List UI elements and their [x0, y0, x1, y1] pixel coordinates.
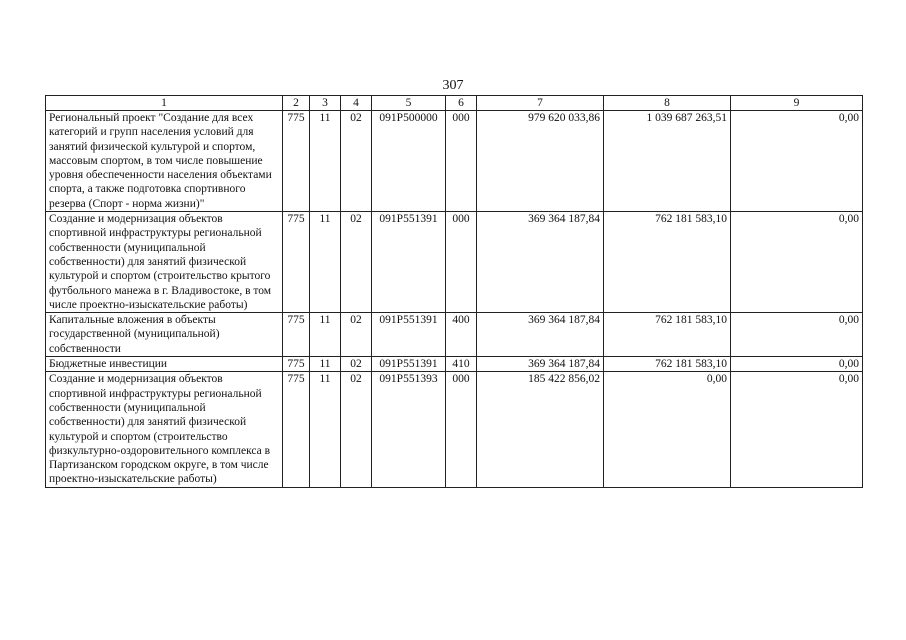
expense-type-code: 000 [446, 111, 477, 212]
target-article-code: 091P551391 [372, 313, 446, 357]
section-code: 11 [310, 372, 341, 487]
amount-col-7: 979 620 033,86 [477, 111, 604, 212]
amount-col-9: 0,00 [731, 212, 863, 313]
column-header: 7 [477, 96, 604, 111]
target-article-code: 091P551391 [372, 357, 446, 372]
table-body [46, 111, 863, 488]
amount-col-8: 762 181 583,10 [604, 357, 731, 372]
row-name: Создание и модернизация объектов спортивной инфраструктуры региональной собственности (муниципальной собственности) для занятий физической культурой и спортом (строительство физкультурно-оздоровительного комплекса в Партизанском городском округе, в том числе проектно-изыскательские работы) [46, 372, 283, 487]
ministry-code: 775 [283, 212, 310, 313]
ministry-code: 775 [283, 111, 310, 212]
column-header: 1 [46, 96, 283, 111]
amount-col-9: 0,00 [731, 357, 863, 372]
page-number: 307 [442, 78, 464, 93]
row-name: Капитальные вложения в объекты государственной (муниципальной) собственности [46, 313, 283, 357]
ministry-code: 775 [283, 313, 310, 357]
subsection-code: 02 [341, 372, 372, 487]
amount-col-9: 0,00 [731, 111, 863, 212]
amount-col-7: 369 364 187,84 [477, 212, 604, 313]
column-header: 8 [604, 96, 731, 111]
table-row [46, 212, 863, 313]
row-name: Бюджетные инвестиции [46, 357, 283, 372]
table-row [46, 357, 863, 372]
amount-col-7: 369 364 187,84 [477, 313, 604, 357]
column-header: 3 [310, 96, 341, 111]
target-article-code: 091P551391 [372, 212, 446, 313]
amount-col-9: 0,00 [731, 313, 863, 357]
subsection-code: 02 [341, 111, 372, 212]
subsection-code: 02 [341, 313, 372, 357]
amount-col-8: 0,00 [604, 372, 731, 487]
column-header: 5 [372, 96, 446, 111]
column-header: 9 [731, 96, 863, 111]
row-name: Региональный проект "Создание для всех категорий и групп населения условий для занятий физической культурой и спортом, массовым спортом, в том числе повышение уровня обеспеченности населения объектами спорта, а также подготовка спортивного резерва (Спорт - норма жизни)" [46, 111, 283, 212]
ministry-code: 775 [283, 357, 310, 372]
amount-col-7: 369 364 187,84 [477, 357, 604, 372]
amount-col-7: 185 422 856,02 [477, 372, 604, 487]
expense-type-code: 400 [446, 313, 477, 357]
amount-col-8: 762 181 583,10 [604, 313, 731, 357]
amount-col-9: 0,00 [731, 372, 863, 487]
table-row [46, 313, 863, 357]
section-code: 11 [310, 313, 341, 357]
amount-col-8: 762 181 583,10 [604, 212, 731, 313]
column-header: 6 [446, 96, 477, 111]
target-article-code: 091P500000 [372, 111, 446, 212]
section-code: 11 [310, 357, 341, 372]
section-code: 11 [310, 212, 341, 313]
target-article-code: 091P551393 [372, 372, 446, 487]
section-code: 11 [310, 111, 341, 212]
table-row [46, 111, 863, 212]
subsection-code: 02 [341, 357, 372, 372]
subsection-code: 02 [341, 212, 372, 313]
header-row [46, 96, 863, 111]
column-header: 2 [283, 96, 310, 111]
amount-col-8: 1 039 687 263,51 [604, 111, 731, 212]
budget-table [45, 95, 863, 488]
table-row [46, 372, 863, 487]
ministry-code: 775 [283, 372, 310, 487]
column-header: 4 [341, 96, 372, 111]
expense-type-code: 000 [446, 212, 477, 313]
table-header [46, 96, 863, 111]
row-name: Создание и модернизация объектов спортивной инфраструктуры региональной собственности (муниципальной собственности) для занятий физической культурой и спортом (строительство крытого футбольного манежа в г. Владивостоке, в том числе проектно-изыскательские работы) [46, 212, 283, 313]
expense-type-code: 410 [446, 357, 477, 372]
expense-type-code: 000 [446, 372, 477, 487]
